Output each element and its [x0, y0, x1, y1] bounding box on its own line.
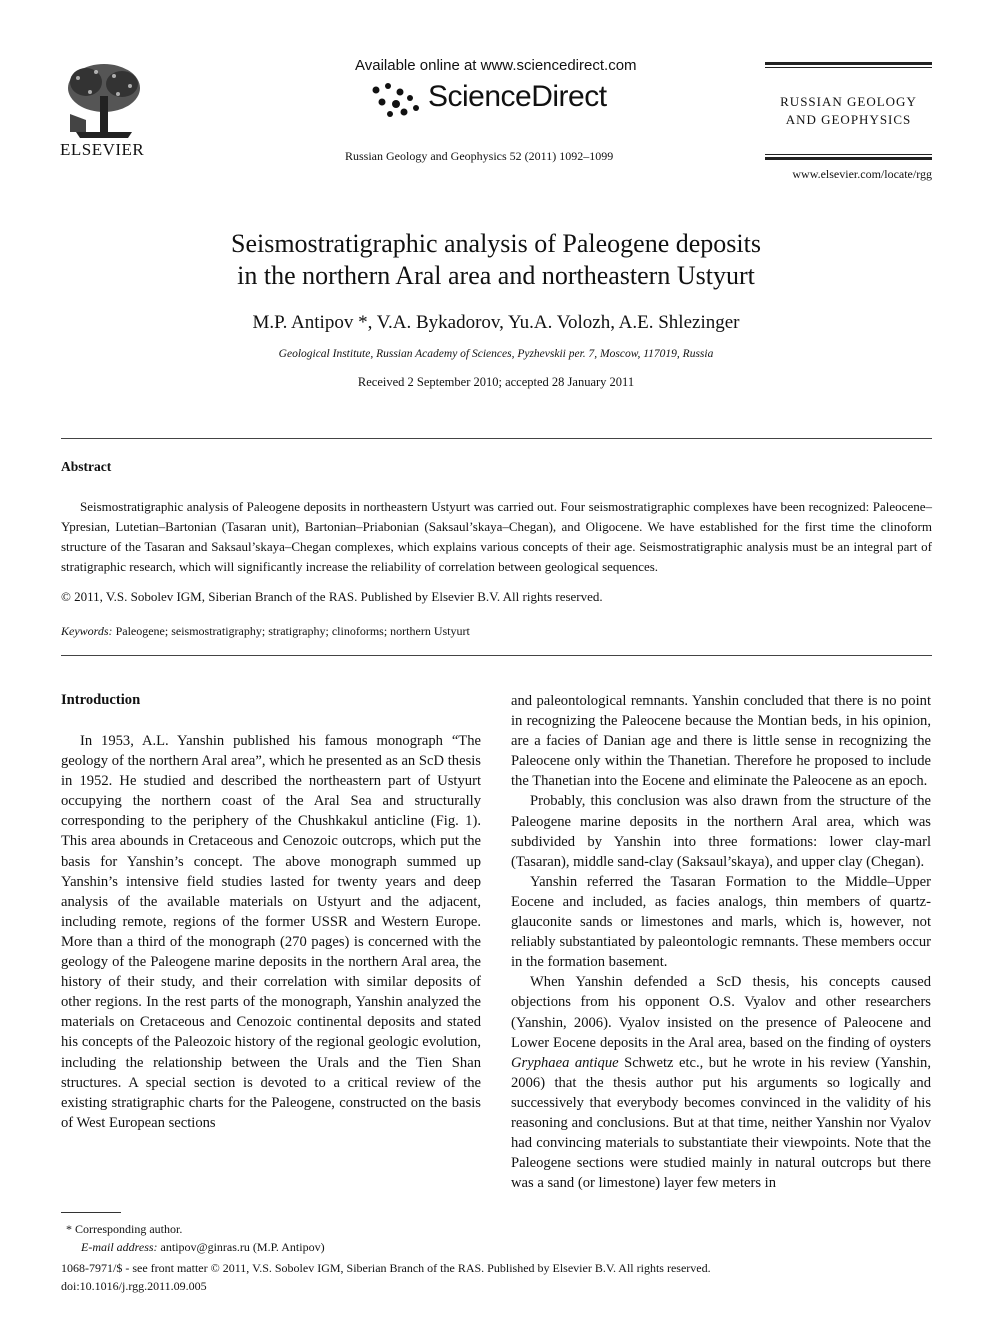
body-paragraph [511, 972, 931, 1193]
footnote-email [81, 1240, 325, 1255]
keywords-list: Paleogene; seismostratigraphy; stratigraphy; clinoforms; northern Ustyurt [115, 624, 470, 638]
abstract-rule-bottom [61, 655, 932, 656]
abstract-body: Seismostratigraphic analysis of Paleogene deposits in northeastern Ustyurt was carried out. Four seismostratigraphic complexes have been recognized: Paleocene–Ypresian, Lutetian–Bartonian (Tasaran unit), Bartonian–Priabonian (Saksaul’skaya–Chegan), and Oligocene. We have established for the first time the clinoform structure of the Tasaran and Saksaul’skaya–Chegan complexes, which explains various concepts of their age. Seismostratigraphic analysis must be an integral part of stratigraphic research, which will significantly increase the reliability of correlation between geological sequences. [61, 499, 932, 574]
journal-name-line1: RUSSIAN GEOLOGY [780, 94, 917, 109]
author-affiliation: Geological Institute, Russian Academy of Sciences, Pyzhevskii per. 7, Moscow, 117019, Russia [278, 348, 714, 360]
abstract-heading: Abstract [61, 459, 112, 474]
email-address-link[interactable]: antipov@ginras.ru (M.P. Antipov) [157, 1240, 325, 1254]
abstract-copyright: © 2011, V.S. Sobolev IGM, Siberian Branch of the RAS. Published by Elsevier B.V. All rights reserved. [61, 589, 603, 604]
body-paragraph: and paleontological remnants. Yanshin concluded that there is no point in recognizing the Paleocene because the Montian beds, in his opinion, are a facies of Danian age and there is little sense in recognizing the Paleocene only within the Thanetian. Therefore he proposed to include the Thanetian into the Eocene and eliminate the Paleocene as an epoch. [511, 693, 931, 790]
author-list: M.P. Antipov *, V.A. Bykadorov, Yu.A. Volozh, A.E. Shlezinger [252, 312, 740, 333]
footnote-rule [61, 1212, 121, 1213]
body-column-left [61, 731, 481, 1133]
journal-citation: Russian Geology and Geophysics 52 (2011) 1092–1099 [345, 149, 614, 163]
article-title-line2: in the northern Aral area and northeastern Ustyurt [237, 261, 755, 290]
keywords-label: Keywords: [61, 624, 113, 638]
journal-rule-bottom-thin [765, 154, 932, 155]
issn-line: 1068-7971/$ - see front matter © 2011, V.S. Sobolev IGM, Siberian Branch of the RAS. Published by Elsevier B.V. All rights reserved. [61, 1261, 711, 1275]
email-label: E-mail address: [81, 1240, 158, 1254]
keywords [61, 624, 932, 639]
available-online-text[interactable]: Available online at www.sciencedirect.com [355, 57, 637, 74]
journal-rule-top-thin [765, 67, 932, 68]
body-paragraph: In 1953, A.L. Yanshin published his famous monograph “The geology of the northern Aral area”, which he presented as an ScD thesis in 1952. He studied and described the northeastern part of Ustyurt occupying the northern coast of the Aral Sea and structurally corresponding to the periphery of the Chushkakul anticline (Fig. 1). This area abounds in Cretaceous and Cenozoic outcrops, which put the basis for Yanshin’s concept. The above monograph summed up Yanshin’s intensive field studies lasted for twenty years and deep analysis of the available materials on Ustyurt and the adjacent, including remote, regions of the former USSR and Western Europe. More than a third of the monograph (270 pages) is concerned with the geology of the Paleogene marine deposits in the northern Aral area, the history of their study, and their correlation with similar deposits of other regions. In the rest parts of the monograph, Yanshin analyzed the materials on Cretaceous and Cenozoic continental deposits and stated his concepts of the Paleozoic history of the regional geologic evolution, including the relationship between the Urals and the Tien Shan structures. A special section is devoted to a critical review of the existing stratigraphic charts for the Paleogene, constructed on the basis of West European sections [61, 733, 481, 1131]
publisher-name: ELSEVIER [60, 140, 145, 159]
body-paragraph: Probably, this conclusion was also drawn from the structure of the Paleogene marine deposits in the northern Aral area, which was subdivided by Yanshin into three formations: lower clay-marl (Tasaran), middle sand-clay (Saksaul’skaya), and upper clay (Chegan). [511, 793, 931, 870]
journal-rule-bottom [765, 157, 932, 160]
body-text: Schwetz etc., but he wrote in his review (Yanshin, 2006) that the thesis author put his arguments so logically and successively that everybody becomes convinced in the validity of his reasoning and conclusions. But at that time, neither Yanshin nor Vyalov had convincing materials to substantiate their viewpoints. Note that the Paleogene sections were studied mainly in natural outcrops but there was a sand (or limestone) layer few meters in [511, 1054, 931, 1192]
journal-url-link[interactable]: www.elsevier.com/locate/rgg [792, 167, 932, 181]
species-name: Gryphaea antique [511, 1054, 619, 1071]
journal-name [765, 93, 932, 129]
abstract-rule-top [61, 438, 932, 439]
section-heading-introduction: Introduction [61, 692, 141, 708]
article-title [60, 228, 932, 292]
article-title-line1: Seismostratigraphic analysis of Paleogene deposits [230, 229, 761, 258]
body-paragraph: Yanshin referred the Tasaran Formation to the Middle–Upper Eocene and included, as facies analogs, thin members of quartz-glauconite sands or limestones and marls, which is, however, not reliably substantiated by paleontologic remnants. These members occur in the formation basement. [511, 873, 931, 971]
body-text: When Yanshin defended a ScD thesis, his concepts caused objections from his opponent O.S. Vyalov and other researchers (Yanshin, 2006). Vyalov insisted on the presence of Paleocene and Lower Eocene deposits in the Aral area, based on the finding of oysters [511, 974, 931, 1051]
received-dates: Received 2 September 2010; accepted 28 January 2011 [357, 375, 635, 389]
body-column-right [511, 691, 931, 1193]
journal-rule-top [765, 62, 932, 65]
journal-name-line2: AND GEOPHYSICS [785, 112, 912, 127]
doi-link[interactable]: doi:10.1016/j.rgg.2011.09.005 [61, 1279, 207, 1293]
sciencedirect-wordmark: ScienceDirect [428, 80, 607, 113]
footnote-corresponding: * Corresponding author. [66, 1222, 183, 1236]
